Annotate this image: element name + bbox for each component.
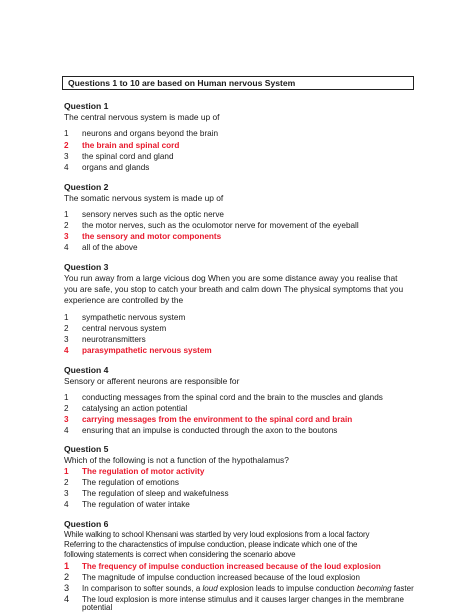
question-1-option-1: 1 neurons and organs beyond the brain [64,129,219,138]
question-2-stem: The somatic nervous system is made up of [64,193,224,203]
question-2-option-4: 4 all of the above [64,243,138,252]
question-3-option-4: 4 parasympathetic nervous system [64,346,212,355]
question-6-stem-line-1: While walking to school Khensani was startled by very loud explosions from a local factory [64,530,370,539]
question-3-title: Question 3 [64,262,109,272]
question-1-title: Question 1 [64,101,109,111]
question-6-option-1: 1 The frequency of impulse conduction increased because of the loud explosion [64,561,381,571]
question-5-stem: Which of the following is not a function of the hypothalamus? [64,455,289,465]
question-4-option-1: 1 conducting messages from the spinal cord and the brain to the muscles and glands [64,393,383,402]
question-6-title: Question 6 [64,519,109,529]
question-2-option-1: 1 sensory nerves such as the optic nerve [64,210,224,219]
question-4-option-2: 2 catalysing an action potential [64,404,188,413]
question-3-option-1: 1 sympathetic nervous system [64,313,186,322]
question-6-option-3: 3 In comparison to softer sounds, a loud explosion leads to impulse conduction becoming faster [64,583,414,593]
question-3-option-3: 3 neurotransmitters [64,335,146,344]
question-6-option-4-continuation: potential [82,603,113,612]
question-4-stem: Sensory or afferent neurons are responsible for [64,376,240,386]
question-5-option-3: 3 The regulation of sleep and wakefulness [64,489,229,498]
question-3-stem-line-1: You run away from a large vicious dog When you are some distance away you realise that [64,273,398,283]
question-5-option-1: 1 The regulation of motor activity [64,467,205,476]
question-6-option-4: 4 The loud explosion is more intense stimulus and it causes larger changes in the membrane [64,594,404,604]
question-2-option-2: 2 the motor nerves, such as the oculomotor nerve for movement of the eyeball [64,221,359,230]
question-6-stem-line-2: Referring to the charactenstics of impulse conduction, please indicate which one of the [64,540,358,549]
question-4-option-4: 4 ensuring that an impulse is conducted through the axon to the boutons [64,426,338,435]
question-4-option-3: 3 carrying messages from the environment to the spinal cord and brain [64,415,353,424]
question-6-stem-line-3: following statements is correct when considering the scenario above [64,550,296,559]
question-4-title: Question 4 [64,365,109,375]
question-3-option-2: 2 central nervous system [64,324,167,333]
question-1-option-2: 2 the brain and spinal cord [64,141,180,150]
question-5-option-4: 4 The regulation of water intake [64,500,190,509]
question-1-option-4: 4 organs and glands [64,163,150,172]
question-2-title: Question 2 [64,182,109,192]
question-3-stem-line-3: experience are controlled by the [64,295,184,305]
question-1-option-3: 3 the spinal cord and gland [64,152,174,161]
question-5-option-2: 2 The regulation of emotions [64,478,179,487]
header-title: Questions 1 to 10 are based on Human nervous System [68,78,296,88]
question-1-stem: The central nervous system is made up of [64,112,220,122]
question-2-option-3: 3 the sensory and motor components [64,232,222,241]
question-6-option-2: 2 The magnitude of impulse conduction increased because of the loud explosion [64,572,360,582]
question-3-stem-line-2: you are safe, you stop to catch your breath and calm down The physical symptoms that you [64,284,404,294]
question-5-title: Question 5 [64,444,109,454]
